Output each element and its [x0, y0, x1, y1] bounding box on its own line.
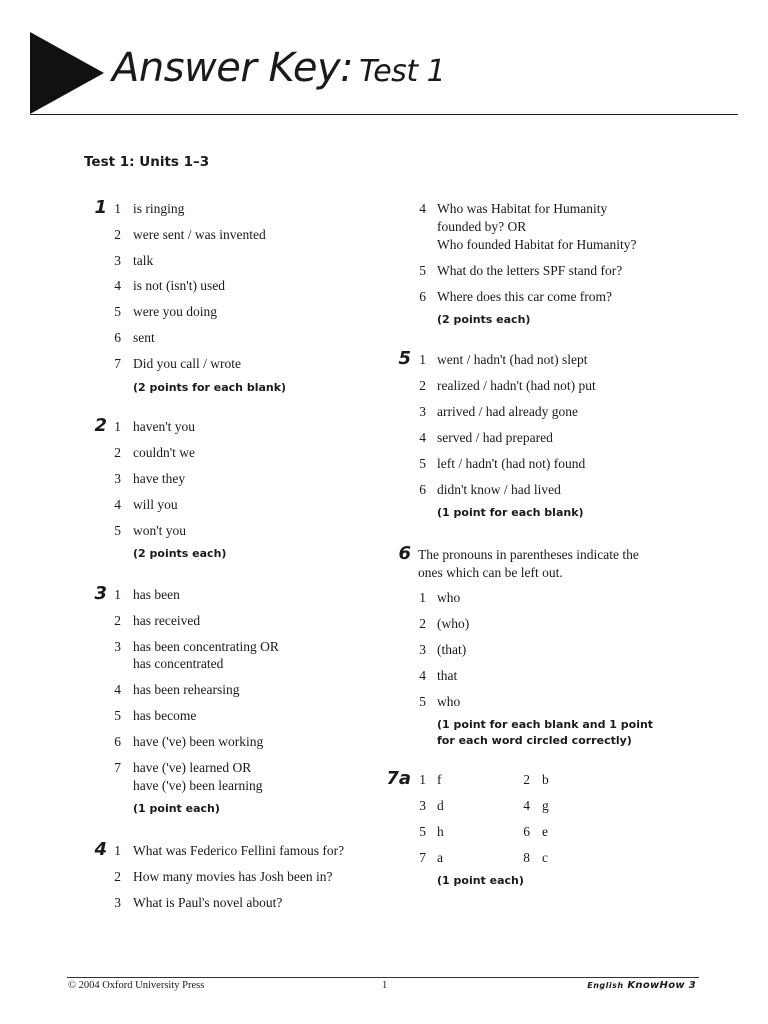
item-number: 2 [419, 616, 426, 631]
item-number: 1 [114, 587, 121, 602]
answer-text: Where does this car come from? [437, 289, 613, 304]
section-number: 1 [94, 197, 107, 218]
footer-brand [587, 979, 696, 993]
footer-divider [67, 977, 699, 978]
footer-brand-level: 3 [688, 980, 696, 991]
answer-text: What is Paul's novel about? [133, 895, 283, 910]
item-number: 2 [114, 227, 121, 242]
item-number: 3 [114, 895, 121, 910]
answer-text: What was Federico Fellini famous for? [133, 843, 345, 858]
points-note: (2 points each) [133, 547, 227, 560]
page-title-sub: Test 1 [359, 54, 446, 89]
answer-text: were sent / was invented [133, 227, 266, 242]
answer-text: have they [133, 471, 186, 486]
header-arrow-icon [30, 32, 104, 114]
item-number: 1 [419, 590, 426, 605]
answer-text: went / hadn't (had not) slept [437, 352, 588, 367]
answer-text: How many movies has Josh been in? [133, 869, 333, 884]
item-number: 6 [523, 824, 530, 839]
item-number: 5 [419, 694, 426, 709]
item-number: 2 [523, 772, 530, 787]
item-number: 8 [523, 850, 530, 865]
points-note-continued: for each word circled correctly) [437, 734, 632, 747]
footer-page-number: 1 [382, 980, 388, 991]
answer-text: were you doing [133, 304, 217, 319]
answer-text: talk [133, 253, 154, 268]
item-number: 4 [523, 798, 530, 813]
page-title-main: Answer Key: [112, 45, 354, 91]
points-note: (1 point each) [133, 802, 220, 815]
section-number: 6 [398, 543, 411, 564]
section-number: 2 [94, 415, 107, 436]
item-number: 1 [419, 772, 426, 787]
item-number: 2 [114, 613, 121, 628]
item-number: 6 [419, 289, 426, 304]
item-number: 4 [419, 668, 426, 683]
answer-text-continued: Who founded Habitat for Humanity? [437, 237, 637, 252]
answer-text-continued: have ('ve) been learning [133, 778, 263, 793]
item-number: 3 [419, 404, 426, 419]
item-number: 3 [419, 798, 426, 813]
answer-text: Who was Habitat for Humanity [437, 201, 608, 216]
item-number: 2 [114, 445, 121, 460]
item-number: 7 [114, 356, 121, 371]
page-title [112, 42, 445, 98]
section-instructions-continued: ones which can be left out. [418, 565, 563, 580]
section-number: 4 [94, 839, 107, 860]
answer-text: has been [133, 587, 180, 602]
answer-text: has become [133, 708, 197, 723]
answer-text: (that) [437, 642, 467, 657]
answer-text: that [437, 668, 458, 683]
answer-text: have ('ve) learned OR [133, 760, 252, 775]
answer-text: g [542, 798, 549, 813]
footer-copyright: © 2004 Oxford University Press [68, 980, 205, 991]
answer-text: didn't know / had lived [437, 482, 561, 497]
answer-text: has been rehearsing [133, 682, 240, 697]
answer-text: haven't you [133, 419, 196, 434]
answer-text: h [437, 824, 444, 839]
points-note: (1 point each) [437, 874, 524, 887]
item-number: 6 [114, 330, 121, 345]
answer-text: arrived / had already gone [437, 404, 578, 419]
item-number: 1 [114, 201, 121, 216]
answer-text: e [542, 824, 548, 839]
item-number: 3 [114, 471, 121, 486]
answer-text-continued: has concentrated [133, 656, 224, 671]
section-number: 5 [398, 348, 411, 369]
answer-text: is ringing [133, 201, 185, 216]
item-number: 5 [419, 456, 426, 471]
item-number: 1 [114, 419, 121, 434]
item-number: 3 [114, 253, 121, 268]
unit-heading: Test 1: Units 1–3 [84, 154, 210, 170]
points-note: (1 point for each blank and 1 point [437, 718, 654, 731]
answer-text: a [437, 850, 443, 865]
answer-text: couldn't we [133, 445, 196, 460]
item-number: 1 [114, 843, 121, 858]
answer-text: Did you call / wrote [133, 356, 241, 371]
item-number: 6 [419, 482, 426, 497]
answer-text: left / hadn't (had not) found [437, 456, 586, 471]
item-number: 4 [114, 497, 121, 512]
answer-text: f [437, 772, 442, 787]
points-note: (2 points for each blank) [133, 381, 287, 394]
section-instructions: The pronouns in parentheses indicate the [418, 547, 639, 562]
answer-text: has received [133, 613, 201, 628]
item-number: 5 [419, 824, 426, 839]
item-number: 7 [419, 850, 426, 865]
points-note: (2 points each) [437, 313, 531, 326]
answer-text-continued: founded by? OR [437, 219, 527, 234]
item-number: 3 [114, 639, 121, 654]
answer-text: b [542, 772, 549, 787]
answer-text: have ('ve) been working [133, 734, 264, 749]
item-number: 2 [419, 378, 426, 393]
item-number: 1 [419, 352, 426, 367]
answer-text: has been concentrating OR [133, 639, 279, 654]
answer-text: (who) [437, 616, 470, 631]
item-number: 4 [419, 201, 426, 216]
answer-text: won't you [133, 523, 187, 538]
item-number: 3 [419, 642, 426, 657]
answer-text: is not (isn't) used [133, 278, 226, 293]
answer-text: who [437, 694, 461, 709]
title-divider [30, 114, 738, 115]
points-note: (1 point for each blank) [437, 506, 584, 519]
item-number: 2 [114, 869, 121, 884]
answer-text: d [437, 798, 444, 813]
answer-text: realized / hadn't (had not) put [437, 378, 596, 393]
item-number: 6 [114, 734, 121, 749]
item-number: 5 [114, 523, 121, 538]
footer-brand-name: KnowHow [627, 980, 685, 991]
answer-text: will you [133, 497, 178, 512]
answer-text: c [542, 850, 548, 865]
section-number: 7a [386, 768, 411, 789]
answer-text: who [437, 590, 461, 605]
item-number: 4 [419, 430, 426, 445]
item-number: 5 [114, 708, 121, 723]
answer-text: sent [133, 330, 155, 345]
item-number: 4 [114, 278, 121, 293]
footer-brand-prefix: English [587, 981, 624, 990]
answer-text: served / had prepared [437, 430, 553, 445]
item-number: 5 [114, 304, 121, 319]
item-number: 7 [114, 760, 121, 775]
answer-text: What do the letters SPF stand for? [437, 263, 623, 278]
section-number: 3 [94, 583, 107, 604]
item-number: 4 [114, 682, 121, 697]
item-number: 5 [419, 263, 426, 278]
